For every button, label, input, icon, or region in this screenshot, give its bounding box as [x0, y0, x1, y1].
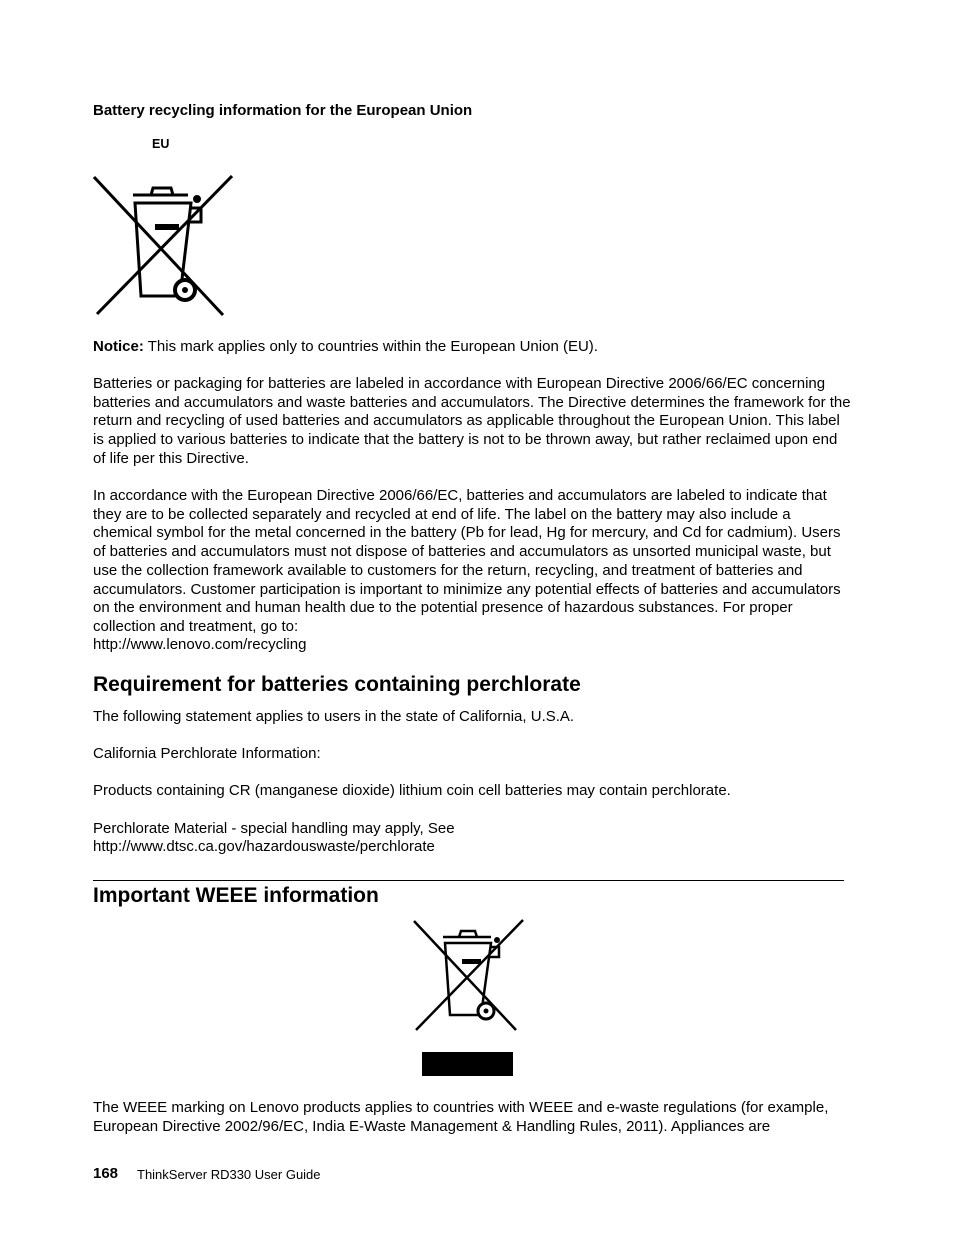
section-divider [93, 880, 844, 881]
notice-label: Notice: [93, 338, 144, 355]
weee-black-bar [422, 1052, 513, 1076]
eu-paragraph-1: Batteries or packaging for batteries are labeled in accordance with European Directive 2006/66/EC concerning batteries and accumulators and waste batteries and accumulators. The Directive determines the framework for the return and recycling of used batteries and accumulators as applicable throughout the European Union. This label is applied to various batteries to indicate that the battery is not to be thrown away, but rather reclaimed upon end of life per this Directive. [93, 375, 851, 467]
perchlorate-heading: Requirement for batteries containing perchlorate [93, 673, 581, 696]
notice-text: This mark applies only to countries within the European Union (EU). [143, 338, 598, 355]
page-number: 168 [93, 1165, 119, 1182]
perchlorate-line-4: Perchlorate Material - special handling may apply, See [93, 820, 455, 837]
eu-notice [93, 338, 853, 357]
guide-title: ThinkServer RD330 User Guide [137, 1167, 321, 1182]
perchlorate-line-3: Products containing CR (manganese dioxide) lithium coin cell batteries may contain perchlorate. [93, 782, 731, 799]
perchlorate-line-1: The following statement applies to users in the state of California, U.S.A. [93, 708, 575, 725]
weee-paragraph: The WEEE marking on Lenovo products applies to countries with WEEE and e-waste regulations (for example, European Directive 2002/96/EC, India E-Waste Management & Handling Rules, 2011). Appliances are [93, 1099, 829, 1135]
perchlorate-line-2: California Perchlorate Information: [93, 745, 321, 762]
weee-bin-icon [413, 919, 525, 1033]
eu-paragraph-2: In accordance with the European Directive 2006/66/EC, batteries and accumulators are labeled to indicate that they are to be collected separately and recycled at end of life. The label on the battery may also include a chemical symbol for the metal concerned in the battery (Pb for lead, Hg for mercury, and Cd for cadmium). Users of batteries and accumulators must not dispose of batteries and accumulators as unsorted municipal waste, but use the collection framework available to customers for the return, recycling, and treatment of batteries and accumulators. Customer participation is important to minimize any potential effects of batteries and accumulators on the environment and human health due to the potential presence of hazardous substances. For proper collection and treatment, go to: [93, 487, 841, 635]
lenovo-recycling-link[interactable]: http://www.lenovo.com/recycling [93, 636, 307, 653]
eu-battery-heading: Battery recycling information for the European Union [93, 102, 473, 119]
weee-heading: Important WEEE information [93, 884, 379, 907]
crossed-out-wheelie-bin-icon [93, 175, 233, 317]
perchlorate-link[interactable]: http://www.dtsc.ca.gov/hazardouswaste/perchlorate [93, 838, 435, 855]
eu-label: EU [152, 137, 170, 151]
